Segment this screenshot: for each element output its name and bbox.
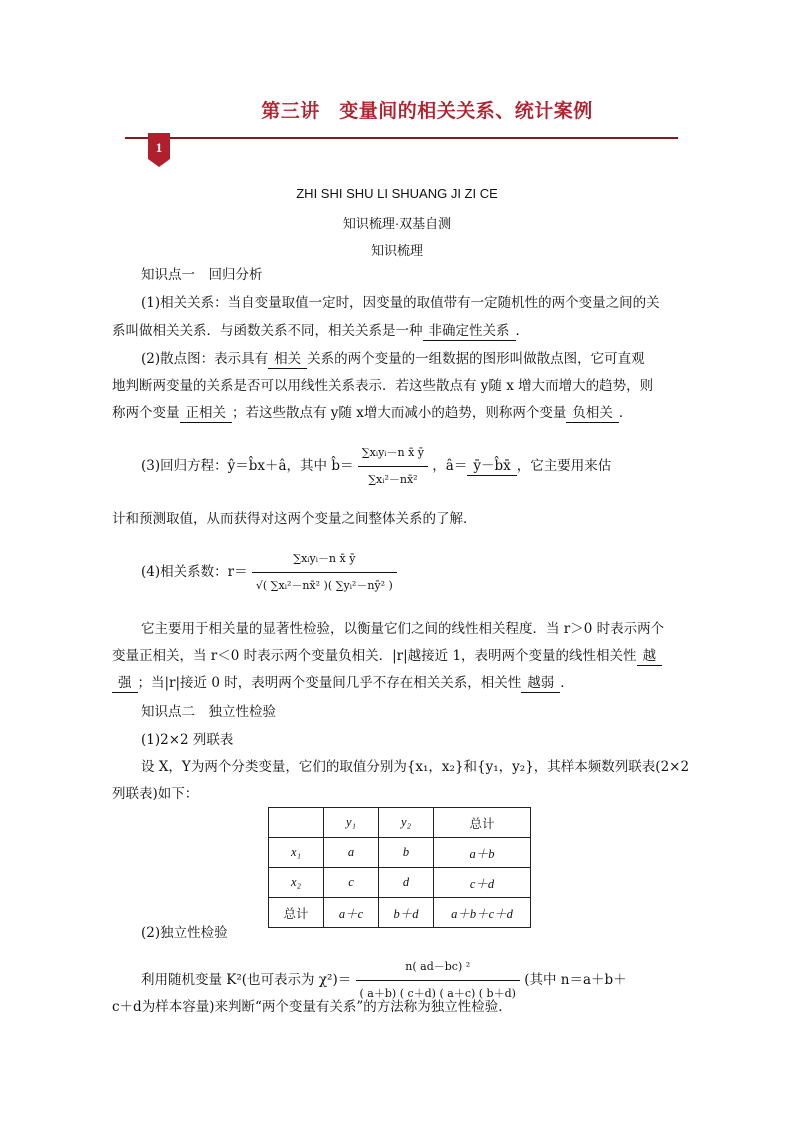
- kp2-p2-line2: c＋d为样本容量)来判断“两个变量有关系”的方法称为独立性检验．: [112, 999, 512, 1015]
- table-cell: d: [379, 868, 434, 898]
- table-cell: b＋d: [379, 898, 434, 928]
- pinyin-heading: ZHI SHI SHU LI SHUANG JI ZI CE: [296, 186, 498, 201]
- blank-answer: 非确定性关系: [423, 323, 516, 341]
- kp2-t2: (2)独立性检验: [141, 925, 228, 941]
- kp2-heading: 知识点二 独立性检验: [141, 704, 276, 720]
- blank-answer: 越弱: [521, 675, 560, 693]
- section-number-badge: [148, 133, 170, 165]
- table-cell: a: [324, 838, 379, 868]
- kp2-t1: (1)2×2 列联表: [141, 732, 234, 748]
- kp1-p1-line2: 系叫做相关关系．与函数关系不同，相关关系是一种 非确定性关系 ．: [112, 323, 529, 339]
- regression-fraction: $\frac{\text{∑xᵢyᵢ－n x̄ ȳ}}{\text{∑xᵢ²－nx̄²}}$: [358, 442, 428, 491]
- kp1-p3-line2: 计和预测取值，从而获得对这两个变量之间整体关系的了解．: [112, 511, 477, 527]
- kp1-p2-line3: 称两个变量 正相关 ；若这些散点有 y随 x增大而减小的趋势，则称两个变量 负相关 ．: [112, 405, 633, 421]
- kp1-p1-line1: (1)相关关系：当自变量取值一定时，因变量的取值带有一定随机性的两个变量之间的关: [141, 295, 660, 311]
- kp1-p5-line3: 强 ；当|r|接近 0 时，表明两个变量间几乎不存在相关关系，相关性 越弱 ．: [112, 672, 574, 694]
- table-cell: x₁: [269, 838, 324, 868]
- kp2-p1-line2: 列联表)如下：: [112, 786, 199, 802]
- chi-square-fraction: $\frac{\text{n( ad－bc) ²}}{( a+b) ( c+d) ( a+c) ( b+d)}$: [356, 956, 520, 1005]
- kp1-p5-line1: 它主要用于相关量的显著性检验，以衡量它们之间的线性相关程度．当 r＞0 时表示两个: [141, 621, 665, 637]
- table-cell: b: [379, 838, 434, 868]
- blank-answer: 相关: [268, 351, 307, 369]
- table-cell: a＋c: [324, 898, 379, 928]
- correlation-fraction: $\frac{\text{∑xᵢyᵢ－n x̄ ȳ}}{\text{√( ∑xᵢ²－nx̄² )( ∑yᵢ²－nȳ² )}}$: [252, 548, 397, 597]
- contingency-table: [268, 807, 531, 928]
- blank-answer: 越: [637, 648, 663, 666]
- kp1-p5-line2: 变量正相关，当 r＜0 时表示两个变量负相关．|r|越接近 1，表明两个变量的线性相关性 越: [112, 645, 662, 667]
- table-cell: c＋d: [434, 868, 531, 898]
- section-title: 知识梳理·双基自测: [342, 216, 452, 231]
- blank-answer: ȳ－b̂x̄: [467, 458, 516, 476]
- table-cell: [269, 808, 324, 838]
- blank-answer: 负相关: [566, 405, 619, 423]
- table-cell: c: [324, 868, 379, 898]
- table-cell: x₂: [269, 868, 324, 898]
- section-subtitle: 知识梳理: [370, 243, 423, 258]
- table-cell: 总计: [269, 898, 324, 928]
- page-title: 第三讲 变量间的相关关系、统计案例: [261, 100, 593, 122]
- kp1-p4: (4)相关系数：r＝ $\frac{\text{∑xᵢyᵢ－n x̄ ȳ}}{\text{√( ∑xᵢ²－nx̄² )( ∑yᵢ²－nȳ² )}}$: [141, 548, 397, 597]
- kp1-p2-line2: 地判断两变量的关系是否可以用线性关系表示．若这些散点有 y随 x 增大而增大的趋势，则: [112, 378, 654, 394]
- table-cell: y₂: [379, 808, 434, 838]
- table-cell: a＋b: [434, 838, 531, 868]
- badge-number: 1: [155, 140, 163, 155]
- table-cell: a＋b＋c＋d: [434, 898, 531, 928]
- blank-answer: 强: [112, 675, 138, 693]
- kp1-p2-line1: (2)散点图：表示具有 相关 关系的两个变量的一组数据的图形叫做散点图，它可直观: [141, 351, 645, 367]
- kp1-heading: 知识点一 回归分析: [141, 267, 263, 283]
- kp1-p3-line1: (3)回归方程：ŷ＝b̂x＋â，其中 b̂＝ $\frac{\text{∑xᵢyᵢ－n x̄ ȳ}}{\text{∑xᵢ²－nx̄²}}$ ，â＝ ȳ－b̂x̄ ，它主要用来估: [141, 442, 611, 491]
- title-rule: [125, 137, 678, 139]
- table-cell: 总计: [434, 808, 531, 838]
- kp2-p2-line1: 利用随机变量 K²(也可表示为 χ²)＝ $\frac{\text{n( ad－bc) ²}}{( a+b) ( c+d) ( a+c) ( b+d)}$ (其中 n＝a＋b＋: [141, 956, 627, 1005]
- kp2-p1-line1: 设 X，Y为两个分类变量，它们的取值分别为{x₁，x₂}和{y₁，y₂}，其样本频数列联表(2×2: [141, 759, 690, 775]
- blank-answer: 正相关: [180, 405, 233, 423]
- table-cell: y₁: [324, 808, 379, 838]
